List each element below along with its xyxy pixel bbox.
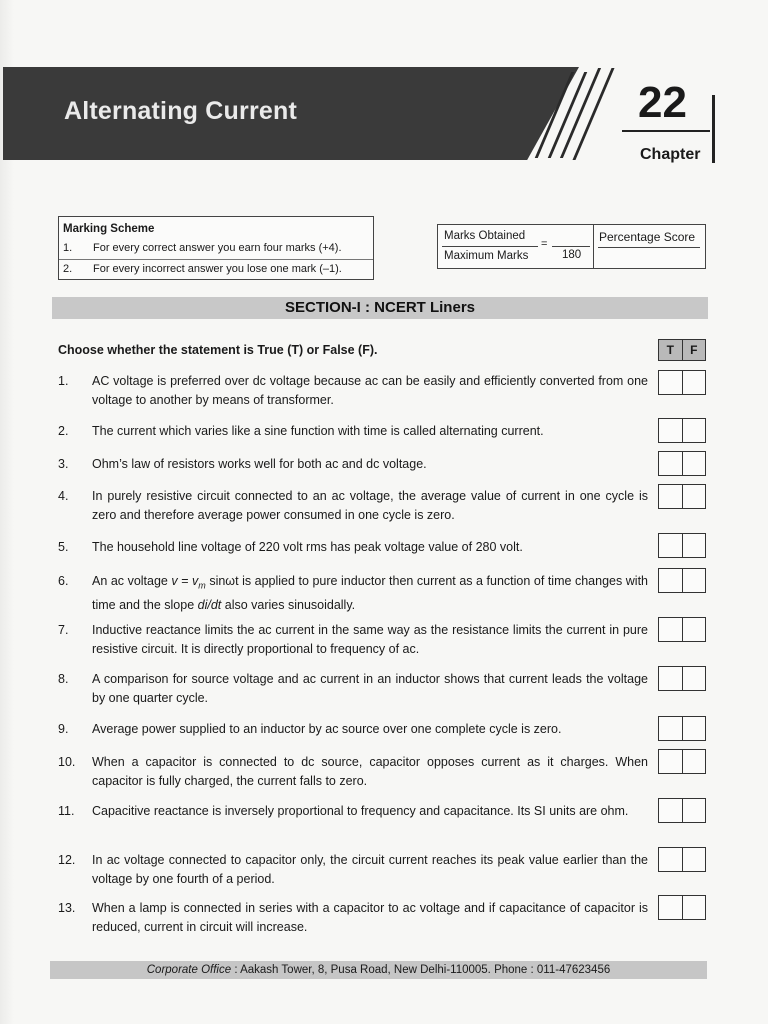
true-cell[interactable] bbox=[659, 896, 682, 919]
question-text: The household line voltage of 220 volt rms has peak voltage value of 280 volt. bbox=[92, 540, 523, 554]
question-number: 6. bbox=[58, 574, 69, 588]
item-number: 2. bbox=[63, 263, 73, 275]
answer-box[interactable] bbox=[658, 666, 706, 691]
true-cell[interactable] bbox=[659, 618, 682, 641]
true-cell[interactable] bbox=[659, 371, 682, 394]
question-number: 10. bbox=[58, 755, 76, 769]
true-label: T bbox=[659, 340, 682, 360]
question-item bbox=[58, 621, 658, 661]
answer-box[interactable] bbox=[658, 716, 706, 741]
answer-box[interactable] bbox=[658, 749, 706, 774]
item-text: For every correct answer you earn four marks (+4). bbox=[93, 242, 342, 254]
true-cell[interactable] bbox=[659, 667, 682, 690]
question-number: 1. bbox=[58, 374, 69, 388]
false-cell[interactable] bbox=[682, 848, 706, 871]
instruction-text: Choose whether the statement is True (T) or False (F). bbox=[58, 343, 378, 357]
question-item bbox=[58, 720, 658, 740]
true-cell[interactable] bbox=[659, 419, 682, 442]
true-cell[interactable] bbox=[659, 717, 682, 740]
false-cell[interactable] bbox=[682, 569, 706, 592]
question-item bbox=[58, 572, 658, 612]
false-label: F bbox=[682, 340, 706, 360]
divider bbox=[59, 259, 373, 260]
false-cell[interactable] bbox=[682, 618, 706, 641]
text-part: An ac voltage bbox=[92, 574, 172, 588]
answer-box[interactable] bbox=[658, 798, 706, 823]
question-text: In ac voltage connected to capacitor only, the circuit current reaches its peak value earlier than the voltage by one fourth of a period. bbox=[92, 853, 648, 886]
marking-scheme-item bbox=[63, 242, 342, 254]
percentage-line bbox=[598, 247, 700, 248]
answer-box[interactable] bbox=[658, 895, 706, 920]
question-number: 9. bbox=[58, 722, 69, 736]
question-text: When a lamp is connected in series with a capacitor to ac voltage and if capacitance of capacitor is reduced, current in circuit will increase. bbox=[92, 901, 648, 934]
question-text: AC voltage is preferred over dc voltage because ac can be easily and efficiently converted from one voltage to another by means of transformer. bbox=[92, 374, 648, 407]
marks-box bbox=[437, 224, 595, 269]
percentage-box bbox=[593, 224, 706, 269]
chapter-label: Chapter bbox=[640, 146, 701, 163]
false-cell[interactable] bbox=[682, 452, 706, 475]
maximum-marks-value: 180 bbox=[562, 249, 582, 261]
footer-label: Corporate Office bbox=[146, 964, 232, 976]
tf-header bbox=[658, 339, 706, 361]
answer-box[interactable] bbox=[658, 847, 706, 872]
question-text: Ohm’s law of resistors works well for both ac and dc voltage. bbox=[92, 457, 427, 471]
false-cell[interactable] bbox=[682, 419, 706, 442]
text-part: = bbox=[177, 574, 193, 588]
item-number: 1. bbox=[63, 242, 73, 254]
question-text: When a capacitor is connected to dc source, capacitor opposes current as it charges. When capacitor is fully charged, the current falls to zero. bbox=[92, 755, 648, 788]
question-text: Capacitive reactance is inversely proportional to frequency and capacitance. Its SI units are ohm. bbox=[92, 804, 629, 818]
question-number: 3. bbox=[58, 457, 69, 471]
false-cell[interactable] bbox=[682, 717, 706, 740]
variable-didt: di/dt bbox=[197, 597, 222, 612]
question-item bbox=[58, 372, 658, 412]
answer-box[interactable] bbox=[658, 617, 706, 642]
fraction-line bbox=[442, 246, 538, 247]
question-number: 12. bbox=[58, 853, 76, 867]
question-text: Average power supplied to an inductor by ac source over one complete cycle is zero. bbox=[92, 722, 562, 736]
true-cell[interactable] bbox=[659, 848, 682, 871]
true-cell[interactable] bbox=[659, 569, 682, 592]
marks-obtained-label: Marks Obtained bbox=[444, 230, 526, 242]
question-number: 5. bbox=[58, 540, 69, 554]
section-title: SECTION-I : NCERT Liners bbox=[52, 297, 708, 319]
true-cell[interactable] bbox=[659, 750, 682, 773]
question-text: Inductive reactance limits the ac current in the same way as the resistance limits the current in pure resistive circuit. It is directly proportional to frequency of ac. bbox=[92, 623, 648, 656]
question-item bbox=[58, 851, 658, 891]
footer-text: : Aakash Tower, 8, Pusa Road, New Delhi-110005. Phone : 011-47623456 bbox=[231, 964, 611, 976]
false-cell[interactable] bbox=[682, 750, 706, 773]
false-cell[interactable] bbox=[682, 371, 706, 394]
marking-scheme bbox=[58, 216, 374, 280]
true-cell[interactable] bbox=[659, 799, 682, 822]
false-cell[interactable] bbox=[682, 485, 706, 508]
question-number: 11. bbox=[58, 804, 75, 818]
question-item bbox=[58, 802, 658, 842]
text-part: sinωt is applied to pure inductor then current as a function of time changes with time and the slope bbox=[92, 574, 648, 612]
question-number: 8. bbox=[58, 672, 69, 686]
true-cell[interactable] bbox=[659, 452, 682, 475]
marking-scheme-item bbox=[63, 263, 342, 275]
question-number: 7. bbox=[58, 623, 69, 637]
question-item bbox=[58, 899, 658, 939]
question-text: In purely resistive circuit connected to an ac voltage, the average value of current in one cycle is zero and therefore average power consumed in one cycle is zero. bbox=[92, 489, 648, 522]
answer-box[interactable] bbox=[658, 451, 706, 476]
footer bbox=[50, 961, 707, 979]
question-text: A comparison for source voltage and ac current in an inductor shows that current leads the voltage by one quarter cycle. bbox=[92, 672, 648, 705]
maximum-marks-label: Maximum Marks bbox=[444, 250, 529, 262]
answer-box[interactable] bbox=[658, 370, 706, 395]
question-number: 4. bbox=[58, 489, 69, 503]
question-item bbox=[58, 538, 658, 558]
true-cell[interactable] bbox=[659, 485, 682, 508]
chapter-vertical-rule bbox=[712, 95, 715, 163]
true-cell[interactable] bbox=[659, 534, 682, 557]
chapter-title: Alternating Current bbox=[64, 97, 297, 125]
false-cell[interactable] bbox=[682, 896, 706, 919]
variable-vm: v bbox=[192, 574, 199, 588]
question-number: 2. bbox=[58, 424, 69, 438]
false-cell[interactable] bbox=[682, 799, 706, 822]
question-text: The current which varies like a sine function with time is called alternating current. bbox=[92, 424, 544, 438]
subscript-m: m bbox=[198, 580, 206, 591]
question-item bbox=[58, 487, 658, 527]
variable-v: v bbox=[171, 574, 178, 588]
false-cell[interactable] bbox=[682, 534, 706, 557]
fraction-line bbox=[552, 246, 590, 247]
question-item bbox=[58, 422, 658, 442]
question-item bbox=[58, 753, 658, 793]
text-part: also varies sinusoidally. bbox=[221, 597, 356, 612]
answer-box[interactable] bbox=[658, 418, 706, 443]
false-cell[interactable] bbox=[682, 667, 706, 690]
answer-box[interactable] bbox=[658, 533, 706, 558]
question-text bbox=[92, 572, 648, 615]
question-item bbox=[58, 670, 658, 710]
question-item bbox=[58, 455, 658, 475]
chapter-number: 22 bbox=[638, 78, 687, 127]
marking-scheme-heading: Marking Scheme bbox=[63, 223, 155, 235]
answer-box[interactable] bbox=[658, 484, 706, 509]
chapter-rule bbox=[622, 130, 710, 132]
question-number: 13. bbox=[58, 901, 76, 915]
item-text: For every incorrect answer you lose one mark (–1). bbox=[93, 263, 342, 275]
percentage-score-label: Percentage Score bbox=[599, 230, 696, 244]
answer-box[interactable] bbox=[658, 568, 706, 593]
equals-sign: = bbox=[541, 238, 548, 250]
